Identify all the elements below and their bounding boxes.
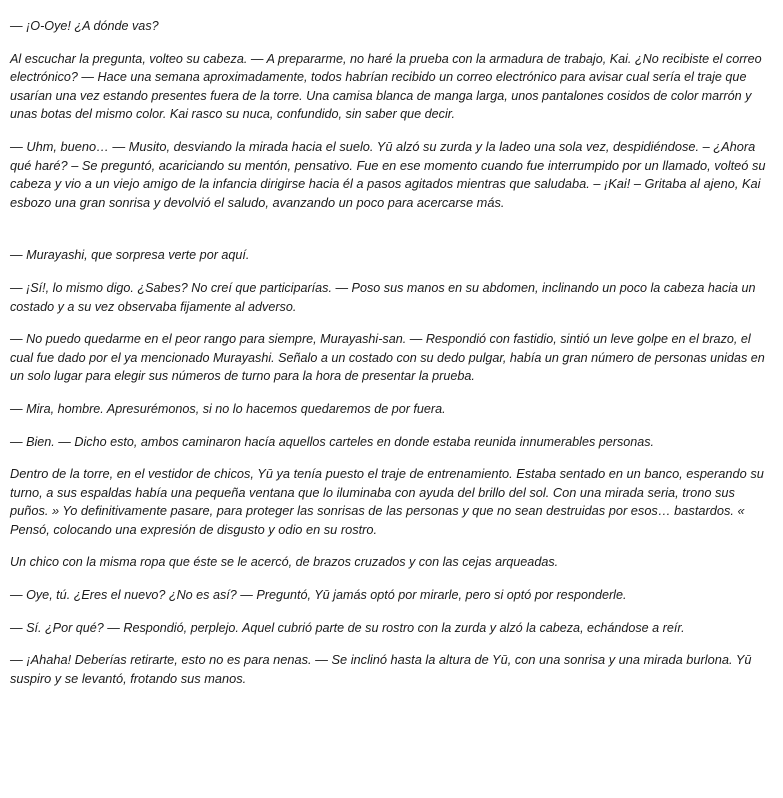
paragraph-9: Dentro de la torre, en el vestidor de chicos, Yū ya tenía puesto el traje de entrenamiento. Estaba sentado en un banco, esperando su turno, a sus espaldas había una pequeña ventana que lo iluminaba con ayuda del brillo del sol. Con una mirada seria, trono sus puños. » Yo definitivamente pasare, para proteger las sonrisas de las personas y que no sean destruidas por esos… bastardos. « Pensó, colocando una expresión de disgusto y odio en su rostro. xyxy=(10,466,764,537)
blank-line xyxy=(10,226,771,246)
paragraph-7: — Mira, hombre. Apresurémonos, si no lo hacemos quedaremos de por fuera. xyxy=(10,401,446,416)
paragraph-1: — ¡O-Oye! ¿A dónde vas? xyxy=(10,19,159,33)
paragraph-5: — ¡Sí!, lo mismo digo. ¿Sabes? No creí que participarías. — Poso sus manos en su abdomen, inclinando un poco la cabeza hacia un costado y a su vez observaba fijamente al adverso. xyxy=(10,280,756,314)
paragraph-10: Un chico con la misma ropa que éste se le acercó, de brazos cruzados y con las cejas arqueadas. xyxy=(10,555,559,570)
paragraph-6: — No puedo quedarme en el peor rango para siempre, Murayashi-san. — Respondió con fastidio, sintió un leve golpe en el brazo, el cual fue dado por el ya mencionado Murayashi. Señalo a un costado con su dedo pulgar, había un gran número de personas unidas en un solo lugar para elegir sus números de turno para la hora de presentar la prueba. xyxy=(10,332,765,384)
paragraph-13: — ¡Ahaha! Deberías retirarte, esto no es para nenas. — Se inclinó hasta la altura de Yū, con una sonrisa y una mirada burlona. Yū suspiro y se levantó, frotando sus manos. xyxy=(10,652,752,686)
paragraph-4: — Murayashi, que sorpresa verte por aquí. xyxy=(10,248,250,263)
paragraph-8: — Bien. — Dicho esto, ambos caminaron hacía aquellos carteles en donde estaba reunida innumerables personas. xyxy=(10,434,655,449)
paragraph-2: Al escuchar la pregunta, volteo su cabeza. — A prepararme, no haré la prueba con la armadura de trabajo, Kai. ¿No recibiste el correo electrónico? — Hace una semana aproximadamente, todos habrían recibido un correo electrónico para avisar cual sería el traje que usarían una vez estando presentes fuera de la torre. Una camisa blanca de manga larga, unos pantalones cosidos de color marrón y unas botas del mismo color. Kai rasco su nuca, confundido, sin saber que decir. xyxy=(10,51,762,122)
paragraph-11: — Oye, tú. ¿Eres el nuevo? ¿No es así? — Preguntó, Yū jamás optó por mirarle, pero si optó por responderle. xyxy=(10,588,627,603)
paragraph-3: — Uhm, bueno… — Musito, desviando la mirada hacia el suelo. Yū alzó su zurda y la ladeo una sola vez, despidiéndose. – ¿Ahora qué haré? – Se preguntó, acariciando su mentón, pensativo. Fue en ese momento cuando fue interrumpido por un llamado, volteó su cabeza y vio a un viejo amigo de la infancia dirigirse hacia él a pasos agitados mientras que saludaba. – ¡Kai! – Gritaba al ajeno, Kai esbozo una gran sonrisa y devolvió el saludo, avanzando un poco para acercarse más. xyxy=(10,138,766,210)
paragraph-12: — Sí. ¿Por qué? — Respondió, perplejo. Aquel cubrió parte de su rostro con la zurda y alzó la cabeza, echándose a reír. xyxy=(10,620,685,635)
